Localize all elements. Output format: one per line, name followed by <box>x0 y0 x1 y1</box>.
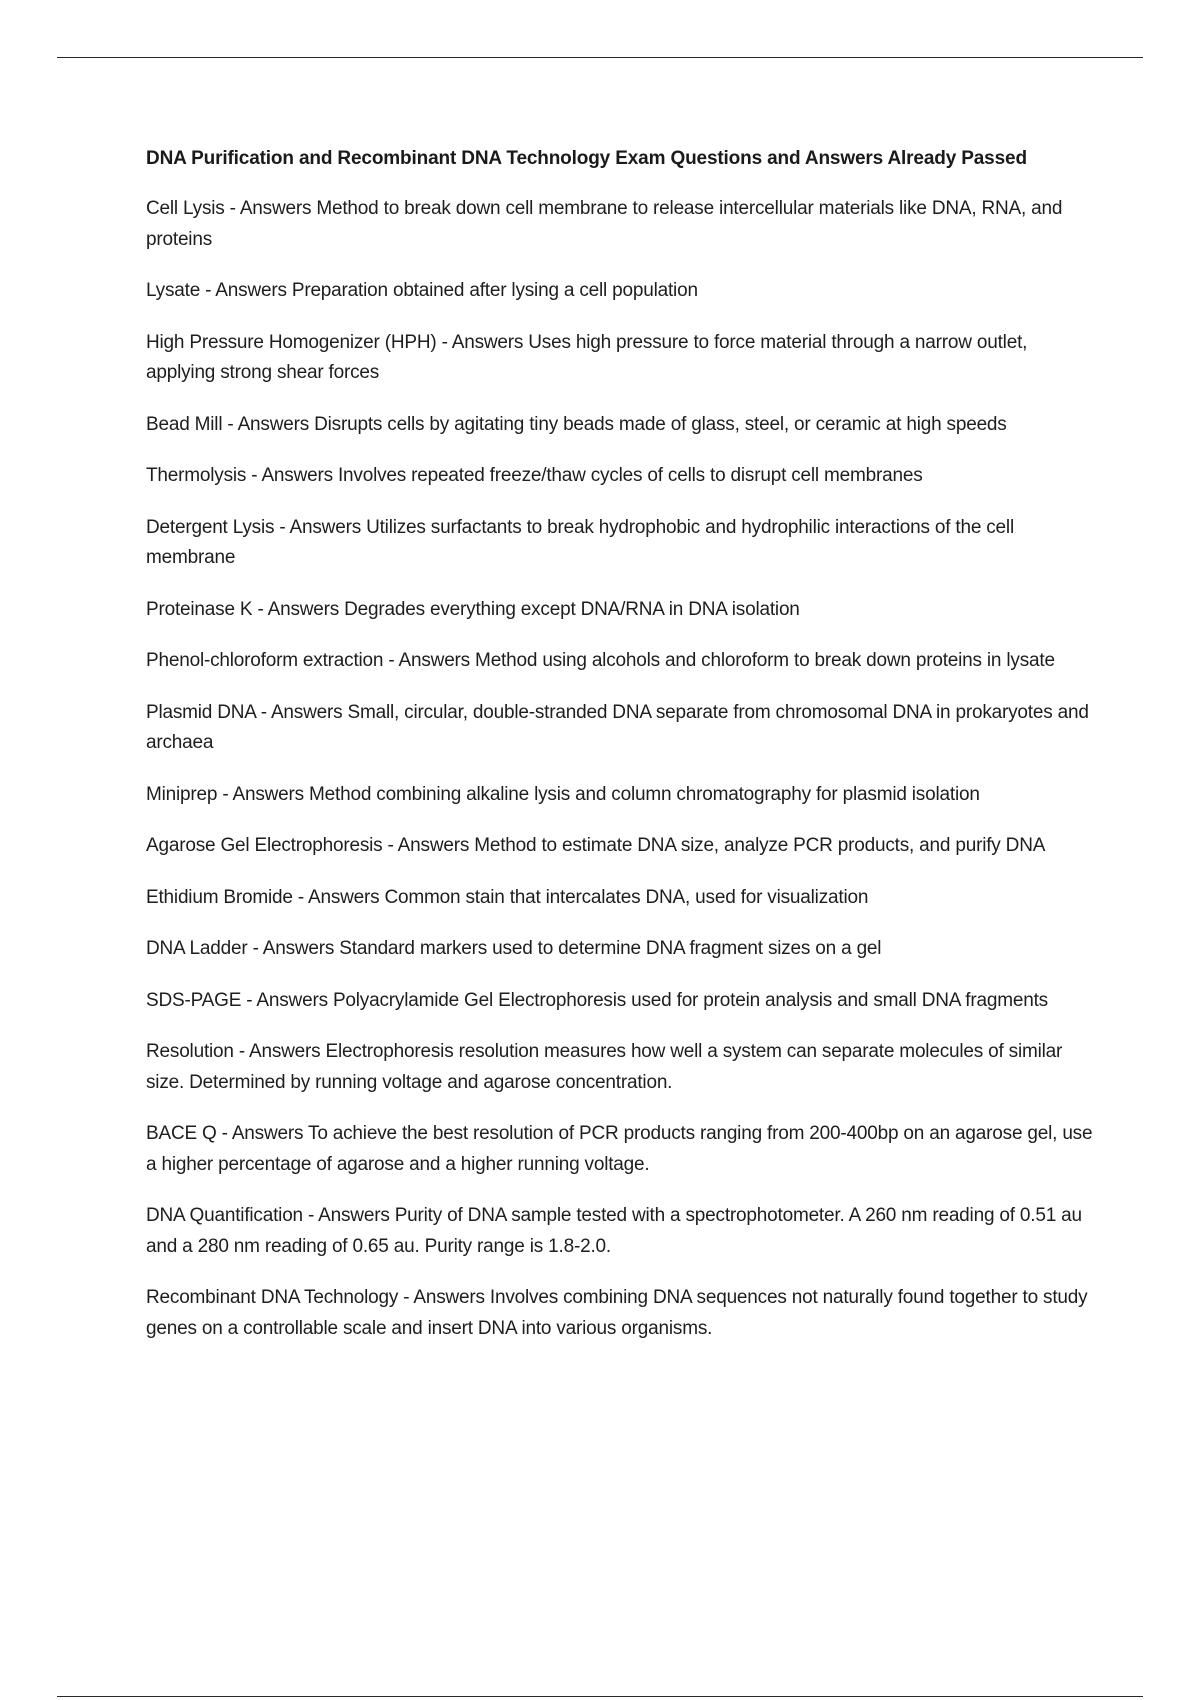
qa-entry-high-pressure-homogenizer: High Pressure Homogenizer (HPH) - Answers Uses high pressure to force material through a narrow outlet, applying strong shear forces <box>146 331 1028 383</box>
header-rule <box>57 57 1143 58</box>
qa-entry-phenol-chloroform: Phenol-chloroform extraction - Answers Method using alcohols and chloroform to break down proteins in lysate <box>146 650 1055 671</box>
qa-entry-lysate: Lysate - Answers Preparation obtained after lysing a cell population <box>146 280 698 301</box>
qa-entry-bace-q: BACE Q - Answers To achieve the best resolution of PCR products ranging from 200-400bp on an agarose gel, use a higher percentage of agarose and a higher running voltage. <box>146 1123 1093 1175</box>
qa-entry-detergent-lysis: Detergent Lysis - Answers Utilizes surfactants to break hydrophobic and hydrophilic interactions of the cell membrane <box>146 516 1014 568</box>
qa-entry-proteinase-k: Proteinase K - Answers Degrades everything except DNA/RNA in DNA isolation <box>146 598 800 620</box>
qa-entry-sds-page: SDS-PAGE - Answers Polyacrylamide Gel Electrophoresis used for protein analysis and small DNA fragments <box>146 989 1048 1011</box>
qa-entry-dna-quantification: DNA Quantification - Answers Purity of DNA sample tested with a spectrophotometer. A 260 nm reading of 0.51 au and a 280 nm reading of 0.65 au. Purity range is 1.8-2.0. <box>146 1205 1082 1257</box>
qa-entry-dna-ladder: DNA Ladder - Answers Standard markers used to determine DNA fragment sizes on a gel <box>146 938 882 959</box>
qa-entry-ethidium-bromide: Ethidium Bromide - Answers Common stain that intercalates DNA, used for visualization <box>146 886 869 908</box>
qa-entry-resolution: Resolution - Answers Electrophoresis resolution measures how well a system can separate molecules of similar size. Determined by running voltage and agarose concentration. <box>146 1041 1063 1093</box>
qa-entry-recombinant-dna: Recombinant DNA Technology - Answers Involves combining DNA sequences not naturally found together to study genes on a controllable scale and insert DNA into various organisms. <box>146 1287 1088 1339</box>
qa-entry-agarose-gel: Agarose Gel Electrophoresis - Answers Method to estimate DNA size, analyze PCR products, and purify DNA <box>146 835 1046 856</box>
footer-rule <box>57 1696 1143 1697</box>
qa-entry-miniprep: Miniprep - Answers Method combining alkaline lysis and column chromatography for plasmid isolation <box>146 783 980 805</box>
document-title: DNA Purification and Recombinant DNA Technology Exam Questions and Answers Already Passed <box>146 148 1027 169</box>
qa-entry-bead-mill: Bead Mill - Answers Disrupts cells by agitating tiny beads made of glass, steel, or ceramic at high speeds <box>146 413 1007 435</box>
qa-entry-cell-lysis: Cell Lysis - Answers Method to break down cell membrane to release intercellular materials like DNA, RNA, and proteins <box>146 198 1063 250</box>
qa-list <box>146 194 1096 1344</box>
qa-entry-plasmid-dna: Plasmid DNA - Answers Small, circular, double-stranded DNA separate from chromosomal DNA in prokaryotes and archaea <box>146 701 1089 753</box>
document-body <box>146 144 1096 1365</box>
qa-entry-thermolysis: Thermolysis - Answers Involves repeated freeze/thaw cycles of cells to disrupt cell membranes <box>146 465 923 486</box>
